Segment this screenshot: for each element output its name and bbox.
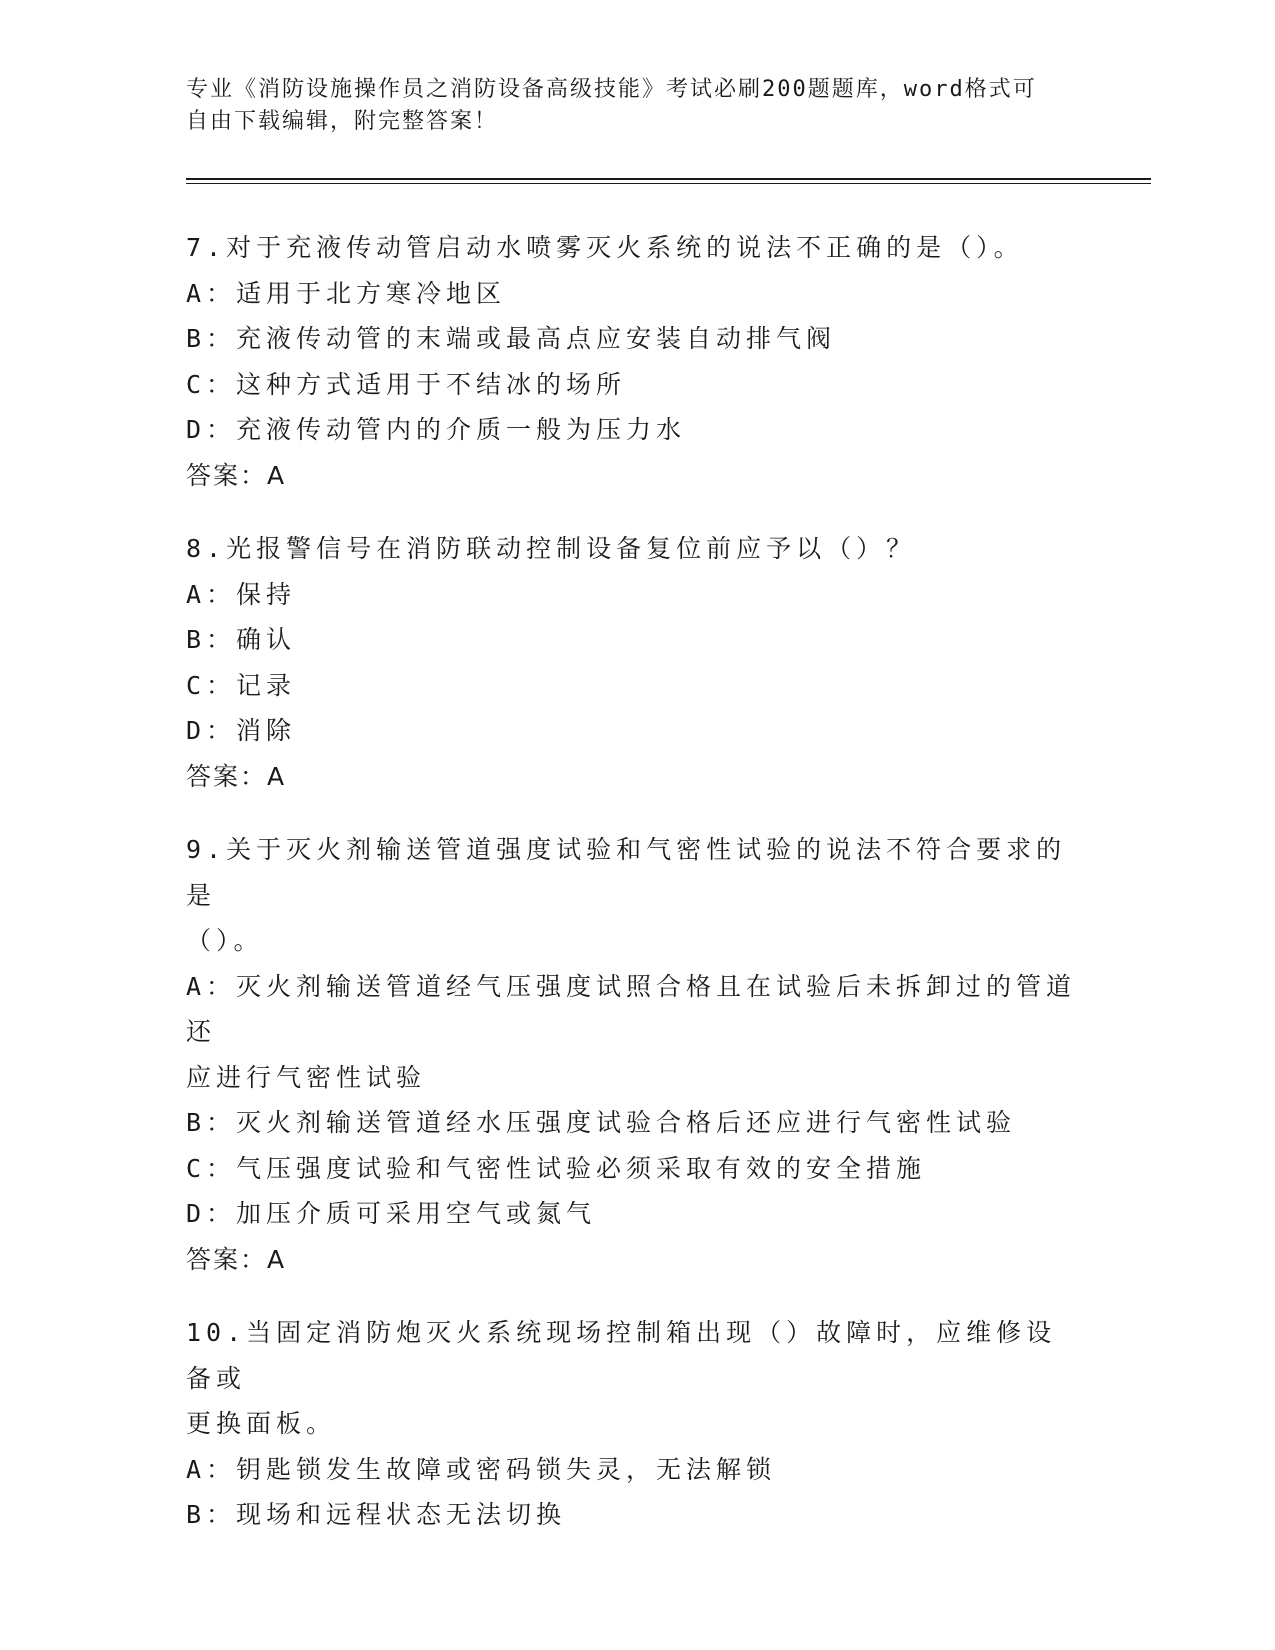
option-b: B：确认 [186, 625, 297, 654]
option-b: B：现场和远程状态无法切换 [186, 1500, 567, 1529]
document-header [186, 74, 1066, 138]
option-a: A：钥匙锁发生故障或密码锁失灵，无法解锁 [186, 1454, 777, 1484]
option-b: B：充液传动管的末端或最高点应安装自动排气阀 [186, 324, 837, 353]
question-text: （）。 [186, 926, 264, 955]
question-block [186, 1310, 1086, 1538]
option-a: A：适用于北方寒冷地区 [186, 278, 507, 308]
answer-line: 答案：A [186, 761, 287, 791]
option-c: C：这种方式适用于不结冰的场所 [186, 369, 627, 399]
question-block [186, 225, 1086, 498]
question-text: 7.对于充液传动管启动水喷雾灭火系统的说法不正确的是（）。 [186, 233, 1024, 262]
header-line-1: 专业《消防设施操作员之消防设备高级技能》考试必刷200题题库，word格式可 [186, 77, 1037, 102]
option-d: D：加压介质可采用空气或氮气 [186, 1199, 597, 1228]
option-a: A：保持 [186, 579, 297, 609]
question-text: 更换面板。 [186, 1409, 337, 1438]
option-d: D：充液传动管内的介质一般为压力水 [186, 415, 687, 444]
question-text: 10.当固定消防炮灭火系统现场控制箱出现（）故障时，应维修设备或 [186, 1318, 1057, 1393]
question-block [186, 526, 1086, 799]
header-line-2: 自由下载编辑，附完整答案！ [186, 109, 499, 134]
header-divider-top [186, 178, 1151, 180]
option-a: 应进行气密性试验 [186, 1062, 427, 1092]
option-d: D：消除 [186, 716, 297, 745]
answer-line: 答案：A [186, 460, 287, 490]
option-c: C：气压强度试验和气密性试验必须采取有效的安全措施 [186, 1153, 927, 1183]
option-c: C：记录 [186, 670, 297, 700]
question-text: 8.光报警信号在消防联动控制设备复位前应予以（）？ [186, 534, 917, 563]
answer-line: 答案：A [186, 1244, 287, 1274]
option-a: A：灭火剂输送管道经气压强度试照合格且在试验后未拆卸过的管道还 [186, 971, 1077, 1046]
question-list [186, 225, 1086, 1566]
header-divider-bottom [186, 183, 1151, 184]
option-b: B：灭火剂输送管道经水压强度试验合格后还应进行气密性试验 [186, 1108, 1017, 1137]
question-block [186, 827, 1086, 1282]
question-text: 9.关于灭火剂输送管道强度试验和气密性试验的说法不符合要求的是 [186, 835, 1067, 910]
